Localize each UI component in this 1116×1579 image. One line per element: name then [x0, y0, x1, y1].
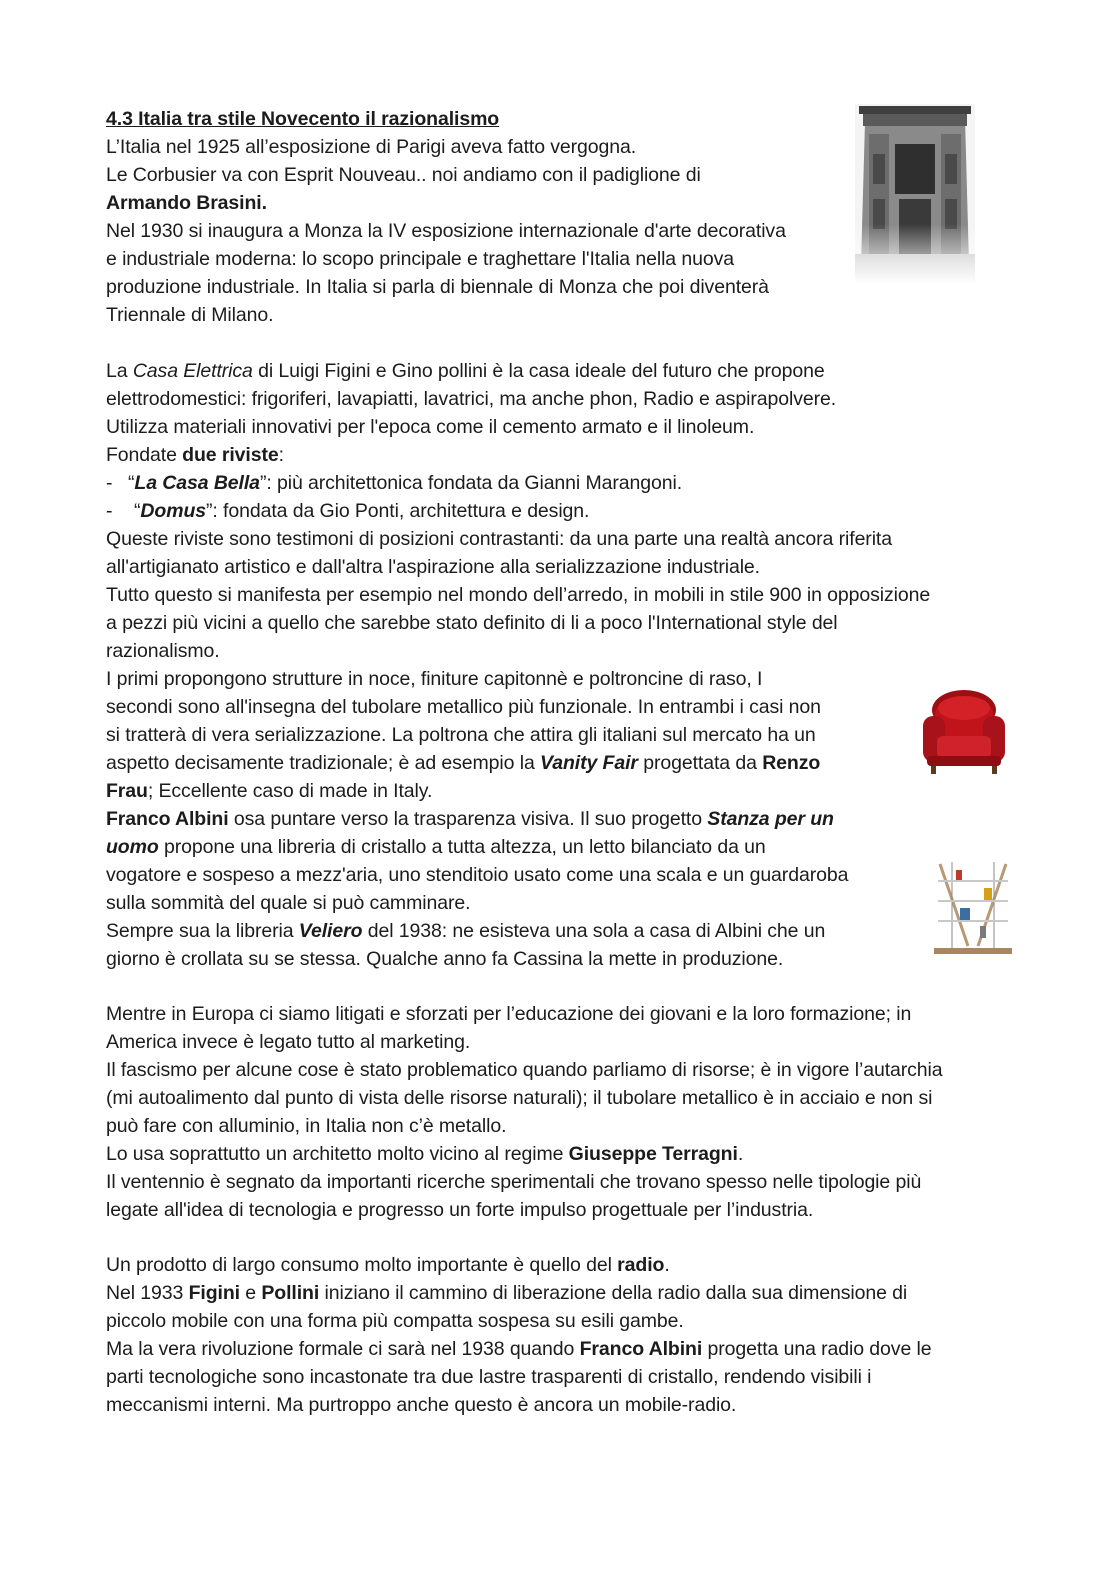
bold-text: Frau — [106, 780, 148, 802]
paragraph-line: Utilizza materiali innovativi per l'epoca come il cemento armato e il linoleum. — [106, 416, 755, 438]
paragraph-line: produzione industriale. In Italia si parla di biennale di Monza che poi diventerà — [106, 276, 769, 298]
text-span: Ma la vera rivoluzione formale ci sarà nel 1938 quando — [106, 1338, 580, 1360]
text-span: ; Eccellente caso di made in Italy. — [147, 780, 433, 802]
bold-italic-text: Stanza per un — [707, 808, 834, 830]
paragraph-line: Queste riviste sono testimoni di posizioni contrastanti: da una parte una realtà ancora riferita — [106, 528, 892, 550]
bold-italic-text: Vanity Fair — [540, 752, 638, 774]
text-span: ”: fondata da Gio Ponti, architettura e design. — [206, 500, 590, 522]
paragraph-line: L’Italia nel 1925 all’esposizione di Parigi aveva fatto vergogna. — [106, 136, 637, 158]
bullet-item — [134, 497, 589, 525]
paragraph-line: all'artigianato artistico e dall'altra l'aspirazione alla serializzazione industriale. — [106, 556, 760, 578]
bullet-dash: - — [106, 500, 113, 522]
text-span: del 1938: ne esisteva una sola a casa di Albini che un — [362, 920, 826, 942]
bold-text: Giuseppe Terragni — [568, 1143, 738, 1165]
bullet-dash: - — [106, 472, 113, 494]
paragraph-line — [106, 1140, 743, 1168]
paragraph-line: Nel 1930 si inaugura a Monza la IV esposizione internazionale d'arte decorativa — [106, 220, 786, 242]
text-span: aspetto decisamente tradizionale; è ad esempio la — [106, 752, 541, 774]
paragraph-line — [106, 833, 766, 861]
text-span: iniziano il cammino di liberazione della radio dalla sua dimensione di — [319, 1282, 908, 1304]
paragraph-line — [106, 1251, 670, 1279]
bold-text: Figini — [188, 1282, 240, 1304]
paragraph-line: America invece è legato tutto al marketing. — [106, 1031, 471, 1053]
paragraph-line: elettrodomestici: frigoriferi, lavapiatti, lavatrici, ma anche phon, Radio e aspirapolvere. — [106, 388, 837, 410]
text-span: Nel 1933 — [106, 1282, 189, 1304]
text-span: Lo usa soprattutto un architetto molto vicino al regime — [106, 1143, 569, 1165]
text-span: ”: più architettonica fondata da Gianni Marangoni. — [259, 472, 683, 494]
bold-text: radio — [617, 1254, 665, 1276]
paragraph-line — [106, 777, 432, 805]
paragraph-line: giorno è crollata su se stessa. Qualche anno fa Cassina la mette in produzione. — [106, 948, 784, 970]
text-span: . — [664, 1254, 670, 1276]
bullet-item — [128, 469, 682, 497]
paragraph-line: può fare con alluminio, in Italia non c’è metallo. — [106, 1115, 507, 1137]
text-span: progettata da — [637, 752, 763, 774]
paragraph-line: sulla sommità del quale si può camminare. — [106, 892, 471, 914]
bold-text: due riviste — [182, 444, 279, 466]
paragraph-line: secondi sono all'insegna del tubolare metallico più funzionale. In entrambi i casi non — [106, 696, 821, 718]
bookcase-image — [932, 858, 1014, 960]
bold-text: Franco Albini — [579, 1338, 703, 1360]
paragraph-line: razionalismo. — [106, 640, 220, 662]
paragraph-line: legate all'idea di tecnologia e progresso un forte impulso progettuale per l’industria. — [106, 1199, 814, 1221]
text-span: Sempre sua la libreria — [106, 920, 299, 942]
text-span: Fondate — [106, 444, 183, 466]
pavilion-building-image — [855, 104, 975, 284]
text-span: “ — [134, 500, 141, 522]
paragraph-line: Triennale di Milano. — [106, 304, 274, 326]
bold-italic-text: Veliero — [298, 920, 363, 942]
paragraph-line: Il fascismo per alcune cose è stato problematico quando parliamo di risorse; è in vigore l’autarchia — [106, 1059, 943, 1081]
paragraph-line — [106, 441, 284, 469]
bold-italic-text: La Casa Bella — [134, 472, 260, 494]
paragraph-line: Il ventennio è segnato da importanti ricerche sperimentali che trovano spesso nelle tipologie più — [106, 1171, 922, 1193]
text-span: “ — [128, 472, 135, 494]
text-span: e — [239, 1282, 262, 1304]
paragraph-line — [106, 1279, 907, 1307]
italic-text: Casa Elettrica — [132, 360, 253, 382]
paragraph-line — [106, 805, 834, 833]
paragraph-line: meccanismi interni. Ma purtroppo anche questo è ancora un mobile-radio. — [106, 1394, 737, 1416]
text-span: Un prodotto di largo consumo molto importante è quello del — [106, 1254, 618, 1276]
paragraph-line: parti tecnologiche sono incastonate tra due lastre trasparenti di cristallo, rendendo visibili i — [106, 1366, 872, 1388]
section-heading: 4.3 Italia tra stile Novecento il razionalismo — [106, 108, 500, 130]
text-span: di Luigi Figini e Gino pollini è la casa ideale del futuro che propone — [252, 360, 825, 382]
paragraph-line — [106, 1335, 932, 1363]
text-span: progetta una radio dove le — [702, 1338, 932, 1360]
bold-text: Armando Brasini. — [106, 192, 267, 214]
paragraph-line: Tutto questo si manifesta per esempio nel mondo dell’arredo, in mobili in stile 900 in opposizione — [106, 584, 931, 606]
bold-text: Renzo — [762, 752, 821, 774]
text-span: osa puntare verso la trasparenza visiva. Il suo progetto — [228, 808, 708, 830]
text-span: propone una libreria di cristallo a tutta altezza, un letto bilanciato da un — [158, 836, 766, 858]
bold-text: Franco Albini — [106, 808, 229, 830]
paragraph-line: piccolo mobile con una forma più compatta sospesa su esili gambe. — [106, 1310, 684, 1332]
bold-text: Pollini — [261, 1282, 320, 1304]
paragraph-line: (mi autoalimento dal punto di vista delle risorse naturali); il tubolare metallico è in acciaio e non si — [106, 1087, 933, 1109]
bold-italic-text: uomo — [106, 836, 159, 858]
paragraph-line — [106, 749, 820, 777]
paragraph-line: e industriale moderna: lo scopo principale e traghettare l'Italia nella nuova — [106, 248, 734, 270]
text-span: . — [737, 1143, 744, 1165]
paragraph-line: Mentre in Europa ci siamo litigati e sforzati per l’educazione dei giovani e la loro formazione; in — [106, 1003, 912, 1025]
paragraph-line — [106, 357, 825, 385]
paragraph-line: vogatore e sospeso a mezz'aria, uno stenditoio usato come una scala e un guardaroba — [106, 864, 849, 886]
paragraph-line: I primi propongono strutture in noce, finiture capitonnè e poltroncine di raso, I — [106, 668, 763, 690]
paragraph-line: si tratterà di vera serializzazione. La poltrona che attira gli italiani sul mercato ha un — [106, 724, 816, 746]
paragraph-line — [106, 189, 267, 217]
paragraph-line — [106, 917, 825, 945]
armchair-image — [917, 686, 1011, 780]
text-span: La — [106, 360, 133, 382]
text-span: : — [278, 444, 284, 466]
paragraph-line: a pezzi più vicini a quello che sarebbe stato definito di li a poco l'International style del — [106, 612, 838, 634]
bold-italic-text: Domus — [140, 500, 206, 522]
paragraph-line: Le Corbusier va con Esprit Nouveau.. noi andiamo con il padiglione di — [106, 164, 701, 186]
